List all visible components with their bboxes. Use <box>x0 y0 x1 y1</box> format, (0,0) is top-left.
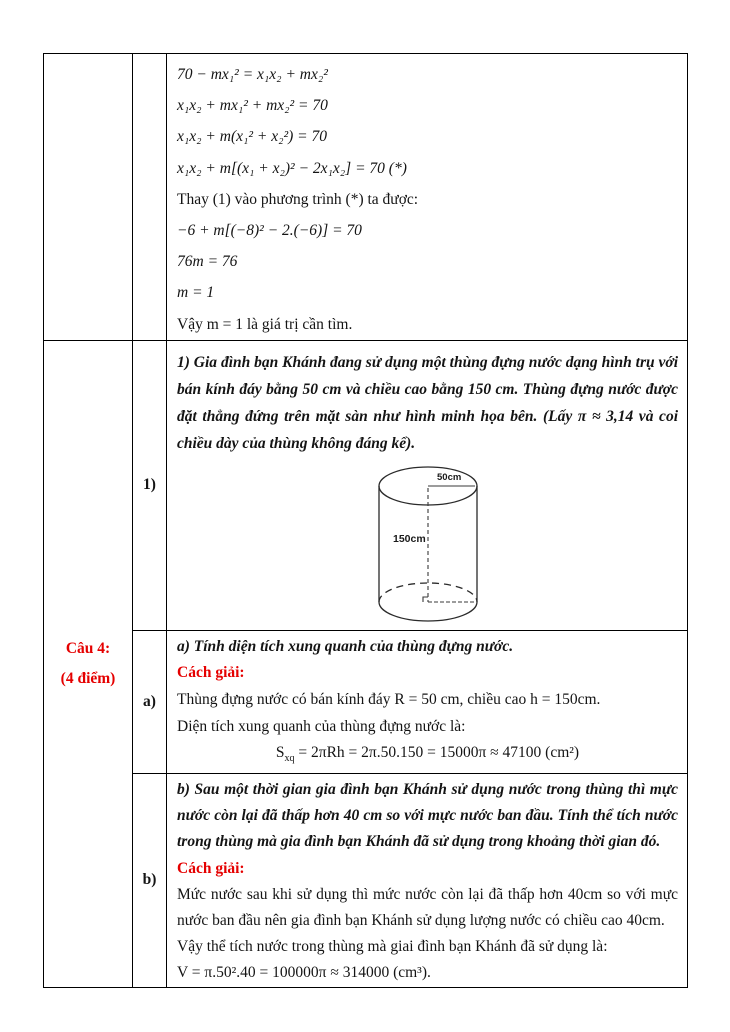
cylinder-figure <box>375 465 481 625</box>
solution-text-line: Thay (1) vào phương trình (*) ta được: <box>177 190 419 208</box>
part-a-marker-label: a) <box>143 692 156 710</box>
method-label: Cách giải: <box>177 664 245 682</box>
part-b-marker-label: b) <box>142 871 157 889</box>
equation-line: −6 + m[(−8)² − 2.(−6)] = 70 <box>177 222 362 240</box>
solution-text-line: Vậy thể tích nước trong thùng mà giai đình bạn Khánh đã sử dụng là: <box>177 938 608 956</box>
equation-line: 70 − mx₁² = x₁x₂ + mx₂² <box>177 66 328 83</box>
part-marker-cell-empty <box>133 54 167 341</box>
equation-line: m = 1 <box>177 284 215 302</box>
part-b-cell <box>167 773 688 987</box>
equation-line: x₁x₂ + m[(x₁ + x₂)² − 2x₁x₂] = 70 (*) <box>177 159 407 177</box>
prev-solution-cell <box>167 54 688 341</box>
question-points: (4 điểm) <box>60 669 116 687</box>
solution-text-line: Diện tích xung quanh của thùng đựng nước là: <box>177 717 466 735</box>
answer-table <box>43 53 688 988</box>
solution-text-line: Thùng đựng nước có bán kính đáy R = 50 cm, chiều cao h = 150cm. <box>177 691 601 709</box>
question-number: Câu 4: <box>65 639 111 657</box>
part-1-cell <box>167 340 688 630</box>
surface-area-formula <box>177 740 678 773</box>
conclusion-line: Vậy m = 1 là giá trị cần tìm. <box>177 315 353 333</box>
formula-subscript: xq <box>284 753 295 765</box>
part-b-marker <box>133 773 167 987</box>
equation-line: x₁x₂ + mx₁² + mx₂² = 70 <box>177 97 328 115</box>
formula-body: = 2πRh = 2π.50.150 = 15000π ≈ 47100 (cm²) <box>294 744 580 762</box>
figure-container <box>177 465 678 630</box>
question-cell-empty <box>44 54 133 341</box>
part-a-marker <box>133 630 167 773</box>
part-1-statement: 1) Gia đình bạn Khánh đang sử dụng một thùng đựng nước dạng hình trụ với bán kính đáy bằng 50 cm và chiều cao bằng 150 cm. Thùng đựng nước được đặt thẳng đứng trên mặt sàn như hình minh họa bên. (Lấy π ≈ 3,14 và coi chiều dày của thùng không đáng kể). <box>177 353 678 452</box>
volume-formula: V = π.50².40 = 100000π ≈ 314000 (cm³). <box>177 964 431 982</box>
part-b-heading: b) Sau một thời gian gia đình bạn Khánh sử dụng nước trong thùng thì mực nước còn lại đã thấp hơn 40 cm so với mực nước ban đầu. Tính thể tích nước trong thùng mà gia đình bạn Khánh đã sử dụng trong khoảng thời gian đó. <box>177 780 678 851</box>
part-1-marker <box>133 340 167 630</box>
method-label: Cách giải: <box>177 859 245 877</box>
part-a-cell <box>167 630 688 773</box>
part-1-marker-label: 1) <box>143 476 156 494</box>
equation-line: x₁x₂ + m(x₁² + x₂²) = 70 <box>177 128 328 146</box>
formula-symbol: S <box>275 744 285 762</box>
part-a-heading: a) Tính diện tích xung quanh của thùng đựng nước. <box>177 637 514 655</box>
radius-dimension-label: 50cm <box>436 471 461 483</box>
question-cell <box>44 340 133 987</box>
solution-text-line: Mức nước sau khi sử dụng thì mức nước còn lại đã thấp hơn 40cm so với mực nước ban đầu nên gia đình bạn Khánh sử dụng lượng nước có chiều cao 40cm. <box>177 885 678 929</box>
height-dimension-label: 150cm <box>392 532 426 545</box>
equation-line: 76m = 76 <box>177 253 238 271</box>
